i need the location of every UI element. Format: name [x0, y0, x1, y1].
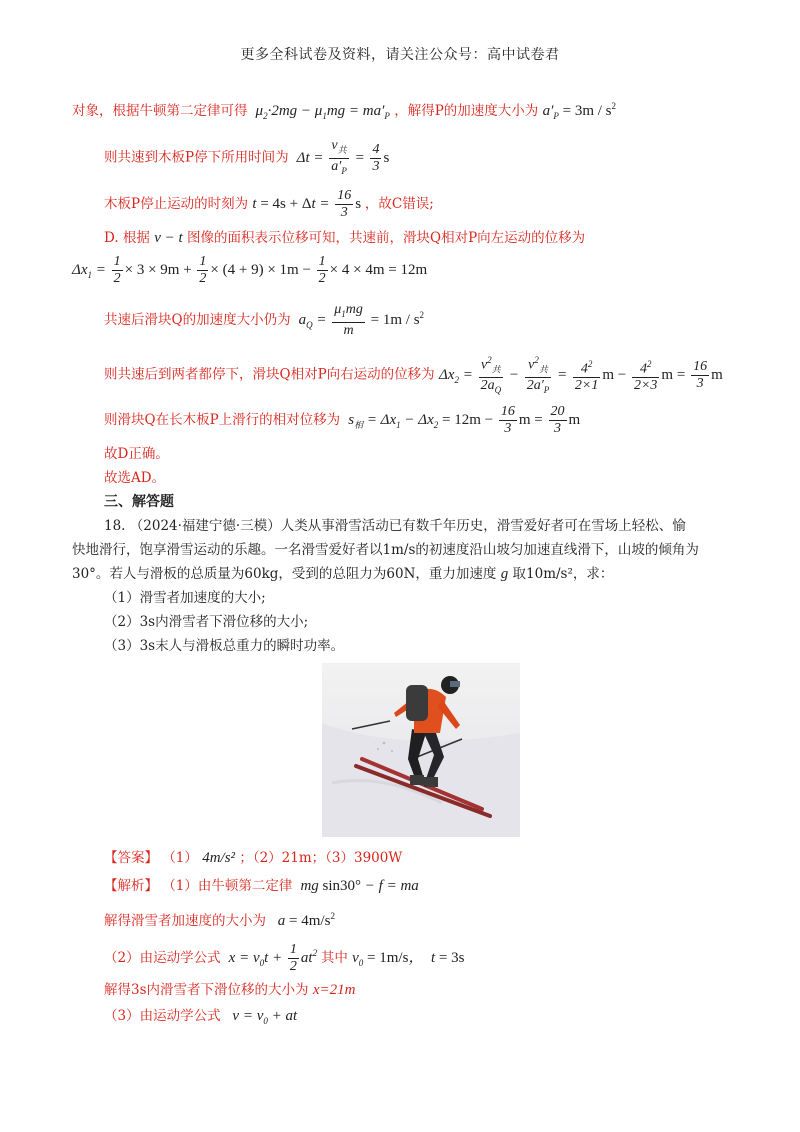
equation: t = 4s + Δt = $\frac{16}{3}$ s: [252, 188, 362, 220]
text-span: 则共速到木板P停下所用时间为: [104, 149, 289, 166]
text-span: ，故C错误;: [364, 195, 434, 212]
sub-question-1: （1）滑雪者加速度的大小;: [104, 590, 266, 606]
solution-line-5: [72, 254, 427, 287]
solution-line-7: [104, 352, 723, 398]
analysis-line-1: [104, 876, 419, 896]
gravity-symbol: g: [500, 566, 509, 582]
question-number: 18.: [104, 518, 126, 534]
text-span: 对象，根据牛顿第二定律可得: [72, 103, 248, 119]
text-span: 解得滑雪者加速度的大小为: [104, 913, 266, 929]
question-line-3: [72, 564, 613, 584]
equation: v − t: [154, 230, 183, 246]
solution-line-2: [104, 138, 389, 179]
text-span: ，解得P的加速度大小为: [394, 103, 539, 119]
equation: $x = v_0t$ + $\frac{1}{2}$ $at^2$: [228, 942, 318, 974]
equation: mg sin30° − f = ma: [300, 878, 419, 894]
text-span: 木板P停止运动的时刻为: [104, 195, 249, 212]
sub-question-3: （3）3s末人与滑板总重力的瞬时功率。: [104, 638, 345, 654]
answer-label: 【答案】: [104, 850, 158, 866]
page-header: 更多全科试卷及资料，请关注公众号：高中试卷君: [240, 47, 560, 63]
text-span: 图像的面积表示位移可知，共速前，滑块Q相对P向左运动的位移为: [187, 230, 586, 246]
text-span: 共速后滑块Q的加速度大小仍为: [104, 311, 291, 328]
equation: Δt = $\frac{v_共}{a'_P}$ = $\frac{4}{3}$ s: [292, 138, 390, 176]
equation: $a'_P = 3m / s^2$: [542, 101, 617, 121]
sub-question-2: （2）3s内滑雪者下滑位移的大小;: [104, 614, 309, 630]
text-span: 30°。若人与滑板的总质量为60kg，受到的总阻力为60N，重力加速度: [72, 566, 497, 582]
skier-illustration: [322, 663, 520, 837]
solution-line-8: [104, 404, 580, 437]
text-span: （3）由运动学公式: [104, 1008, 221, 1024]
analysis-line-2: [104, 906, 335, 931]
equation: $\Delta x_2$ = $\frac{v^2_共}{2a_Q}$ − $\frac{v^2_共}{2a'_P}$ = $\frac{4^2}{2\times 1}$ m − $\frac{4^2}{2\times 3}$ m = $\frac{16}{3}$ m: [439, 367, 723, 383]
text-span: （2）由运动学公式: [104, 949, 221, 966]
text-span: ；（2）21m；（3）3900W: [239, 850, 403, 866]
solution-line-3: [104, 188, 434, 221]
question-source: （2024·福建宁德·三模）: [129, 518, 281, 534]
analysis-line-4: [104, 980, 355, 1000]
text-span: 则滑块Q在长木板P上滑行的相对位移为: [104, 411, 341, 428]
equation: $a_Q$ = $\frac{\mu_1mg}{m}$ = $1m / s^2$: [298, 302, 425, 338]
equation: $\mu_2\cdot 2mg - \mu_1mg = ma'_P$: [251, 103, 390, 121]
text-span: 人类从事滑雪活动已有数千年历史，滑雪爱好者可在雪场上轻松、愉: [280, 518, 686, 534]
solution-line-6: [104, 302, 424, 339]
question-line-2: 快地滑行，饱享滑雪运动的乐趣。一名滑雪爱好者以1m/s的初速度沿山坡匀加速直线滑下，山坡的倾角为: [72, 542, 699, 558]
text-span: D. 根据: [104, 230, 150, 246]
section-title: 三、解答题: [104, 494, 174, 510]
equation: $s_相 = \Delta x_1 - \Delta x_2 = 12m$ − $\frac{16}{3}$ m = $\frac{20}{3}$ m: [348, 404, 581, 436]
text-span: （1）: [162, 850, 198, 866]
solution-line-1: [72, 96, 616, 126]
text-span: 则共速后到两者都停下，滑块Q相对P向右运动的位移为: [104, 366, 435, 383]
solution-line-10: 故选AD。: [104, 470, 166, 486]
skier-photo: [322, 663, 520, 837]
solution-line-9: 故D正确。: [104, 446, 169, 462]
solution-line-4: [104, 228, 585, 248]
answer-value-1: 4m/s²: [202, 850, 236, 866]
answer-line: [104, 848, 402, 868]
analysis-label: 【解析】: [104, 878, 158, 894]
text-span: 其中: [320, 949, 348, 966]
question-line-1: [104, 516, 686, 536]
equation: $v_0 = 1m/s$， t = 3s: [352, 949, 465, 968]
text-span: 取10m/s²，求：: [512, 566, 614, 582]
equation: $v = v_0$ + at: [232, 1008, 298, 1026]
result-value: x=21m: [312, 982, 356, 998]
equation: $a = 4m/s^2$: [277, 911, 335, 929]
text-span: 解得3s内滑雪者下滑位移的大小为: [104, 982, 309, 998]
analysis-line-3: [104, 942, 464, 975]
analysis-line-5: [104, 1006, 297, 1031]
text-span: （1）由牛顿第二定律: [162, 878, 293, 894]
equation: $\Delta x_1$ = $\frac{1}{2}$ × 3 × 9m + $\frac{1}{2}$ × (4 + 9) × 1m − $\frac{1}{2}$ × 4 × 4m = 12m: [72, 254, 428, 286]
